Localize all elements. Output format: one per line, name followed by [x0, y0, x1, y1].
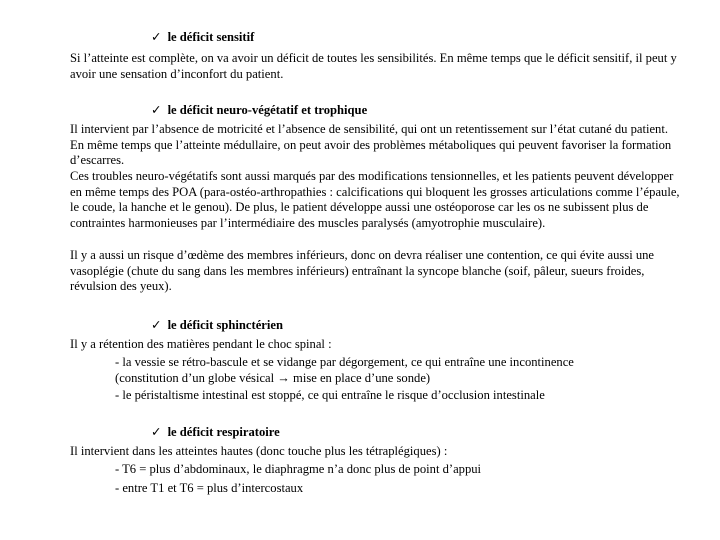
- paragraph: Si l’atteinte est complète, on va avoir un déficit de toutes les sensibilités. En même temps que le déficit sensitif, il peut y avoir une sensation d’inconfort du patient.: [70, 51, 677, 81]
- list-item: (constitution d’un globe vésical → mise en place d’une sonde): [115, 371, 431, 385]
- section-heading-sphincter: [151, 318, 283, 334]
- paragraph: Ces troubles neuro-végétatifs sont aussi marqués par des modifications tensionnelles, et les patients peuvent développer en même temps des POA (para-ostéo-arthropathies : calcifications qui bloquent les grosses articulations comme l’épaule, le coude, la hanche et le genou). De plus, le patient développe aussi une ostéoporose car les os ne subissent plus de contraintes harmonieuses par l’intermédiaire des muscles paralysés (amyotrophie musculaire).: [70, 169, 680, 230]
- heading-text: le déficit neuro-végétatif et trophique: [167, 103, 368, 117]
- checkmark-icon: ✓: [151, 103, 162, 117]
- paragraph: Il y a aussi un risque d’œdème des membres inférieurs, donc on devra réaliser une contention, ce qui évite aussi une vasoplégie (chute du sang dans les membres inférieurs) entraînant la syncope blanche (soif, pâleur, sueurs froides, révulsion des yeux).: [70, 248, 655, 294]
- heading-text: le déficit sphinctérien: [167, 318, 283, 332]
- checkmark-icon: ✓: [151, 425, 162, 439]
- heading-text: le déficit respiratoire: [167, 425, 280, 439]
- list-item: - le péristaltisme intestinal est stoppé, ce qui entraîne le risque d’occlusion intestinale: [115, 388, 545, 402]
- section-heading-neuro-vegetative: [151, 103, 367, 119]
- list-item: - entre T1 et T6 = plus d’intercostaux: [115, 481, 304, 495]
- checkmark-icon: ✓: [151, 318, 162, 332]
- checkmark-icon: ✓: [151, 30, 162, 44]
- section-heading-respiratory: [151, 425, 280, 441]
- section-heading-sensitive: [151, 30, 254, 46]
- section-intro: Il y a rétention des matières pendant le choc spinal :: [70, 337, 332, 351]
- paragraph: Il intervient par l’absence de motricité et l’absence de sensibilité, qui ont un retentissement sur l’état cutané du patient. En même temps que l’atteinte médullaire, on peut avoir des problèmes métaboliques qui peuvent favoriser la formation d’escarres.: [70, 122, 672, 168]
- heading-text: le déficit sensitif: [167, 30, 255, 44]
- list-item: - T6 = plus d’abdominaux, le diaphragme n’a donc plus de point d’appui: [115, 462, 482, 476]
- section-intro: Il intervient dans les atteintes hautes (donc touche plus les tétraplégiques) :: [70, 444, 448, 458]
- list-item: - la vessie se rétro-bascule et se vidange par dégorgement, ce qui entraîne une incontinence: [115, 355, 574, 369]
